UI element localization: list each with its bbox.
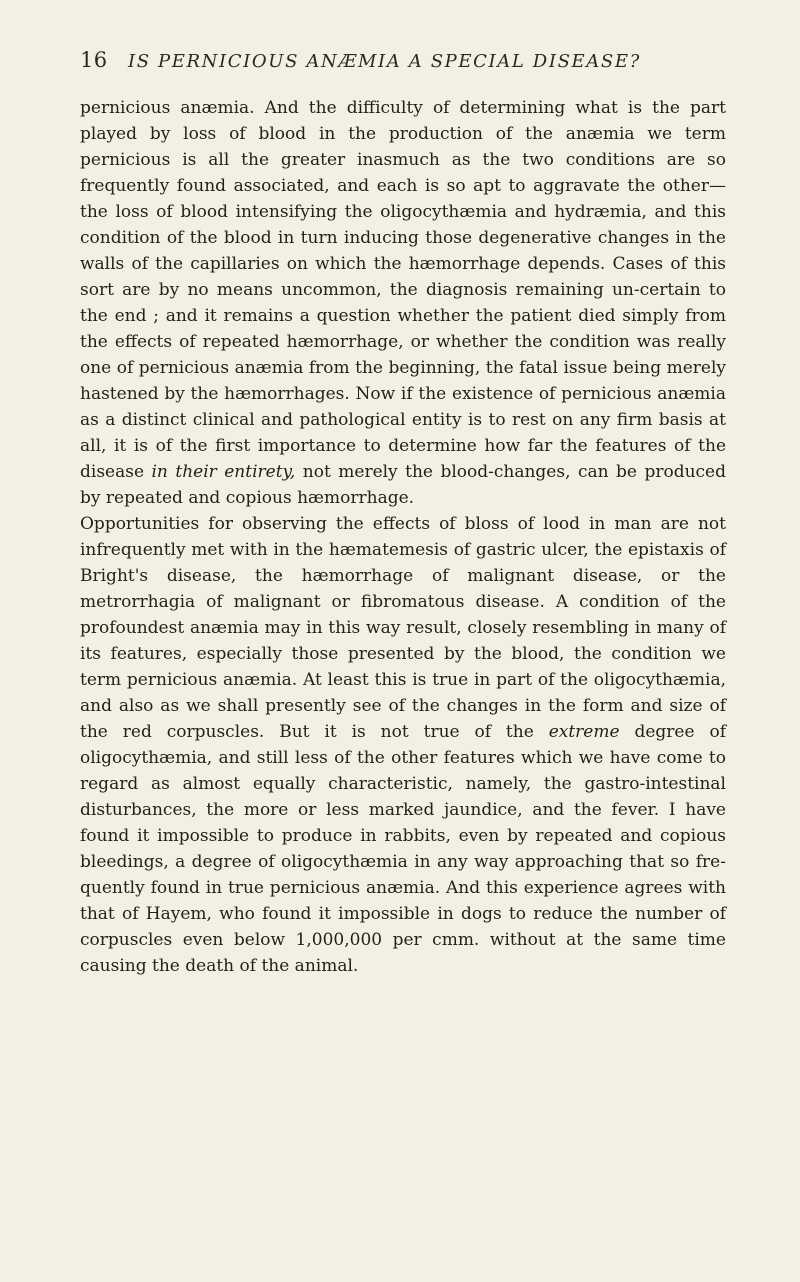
paragraph-2-text-b: degree of oligocythæmia, and still less of the other features which we have come to regard as almost equally characteristic, namely, the gastro-intestinal disturbances, the more or less marked jaundice, and the fever. I have found it impossible to produce in rabbits, even by repeated and copious bleedings, a degree of oligocythæmia in any way approaching that so fre-quently found in true pernicious anæmia. And this experience agrees with that of Hayem, who found it impossible in dogs to reduce the number of corpuscles even below 1,000,000 per cmm. without at the same time causing the death of the animal. [80, 722, 726, 976]
paragraph-1 [80, 95, 726, 511]
page-number: 16 [80, 48, 108, 72]
emphasis-in-their-entirety: in their entirety, [151, 462, 296, 482]
body-text [80, 95, 726, 979]
paragraph-1-text-a: pernicious anæmia. And the difficulty of determining what is the part played by loss of blood in the production of the anæmia we term pernicious is all the greater inasmuch as the two conditions are so frequently found associated, and each is so apt to aggravate the other—the loss of blood intensifying the oligocythæmia and hydræmia, and this condition of the blood in turn inducing those degenerative changes in the walls of the capillaries on which the hæmorrhage depends. Cases of this sort are by no means uncommon, the diagnosis remaining un-certain to the end ; and it remains a question whether the patient died simply from the effects of repeated hæmorrhage, or whether the condition was really one of pernicious anæmia from the beginning, the fatal issue being merely hastened by the hæmorrhages. Now if the existence of pernicious anæmia as a distinct clinical and pathological entity is to rest on any firm basis at all, it is of the first importance to determine how far the features of the disease [80, 98, 726, 482]
emphasis-extreme: extreme [548, 722, 620, 742]
paragraph-2-text-a: Opportunities for observing the effects of bloss of lood in man are not infrequently met with in the hæmatemesis of gastric ulcer, the epistaxis of Bright's disease, the hæmorrhage of malignant disease, or the metrorrhagia of malignant or fibromatous disease. A condition of the profoundest anæmia may in this way result, closely resembling in many of its features, especially those presented by the blood, the condition we term pernicious anæmia. At least this is true in part of the oligocythæmia, and also as we shall presently see of the changes in the form and size of the red corpuscles. But it is not true of the [80, 514, 726, 742]
paragraph-1-text-b: not merely the blood-changes, can be produced by repeated and copious hæmorrhage. [80, 462, 726, 508]
paragraph-2 [80, 511, 726, 979]
running-title: IS PERNICIOUS ANÆMIA A SPECIAL DISEASE? [128, 51, 641, 72]
running-head [80, 48, 726, 88]
